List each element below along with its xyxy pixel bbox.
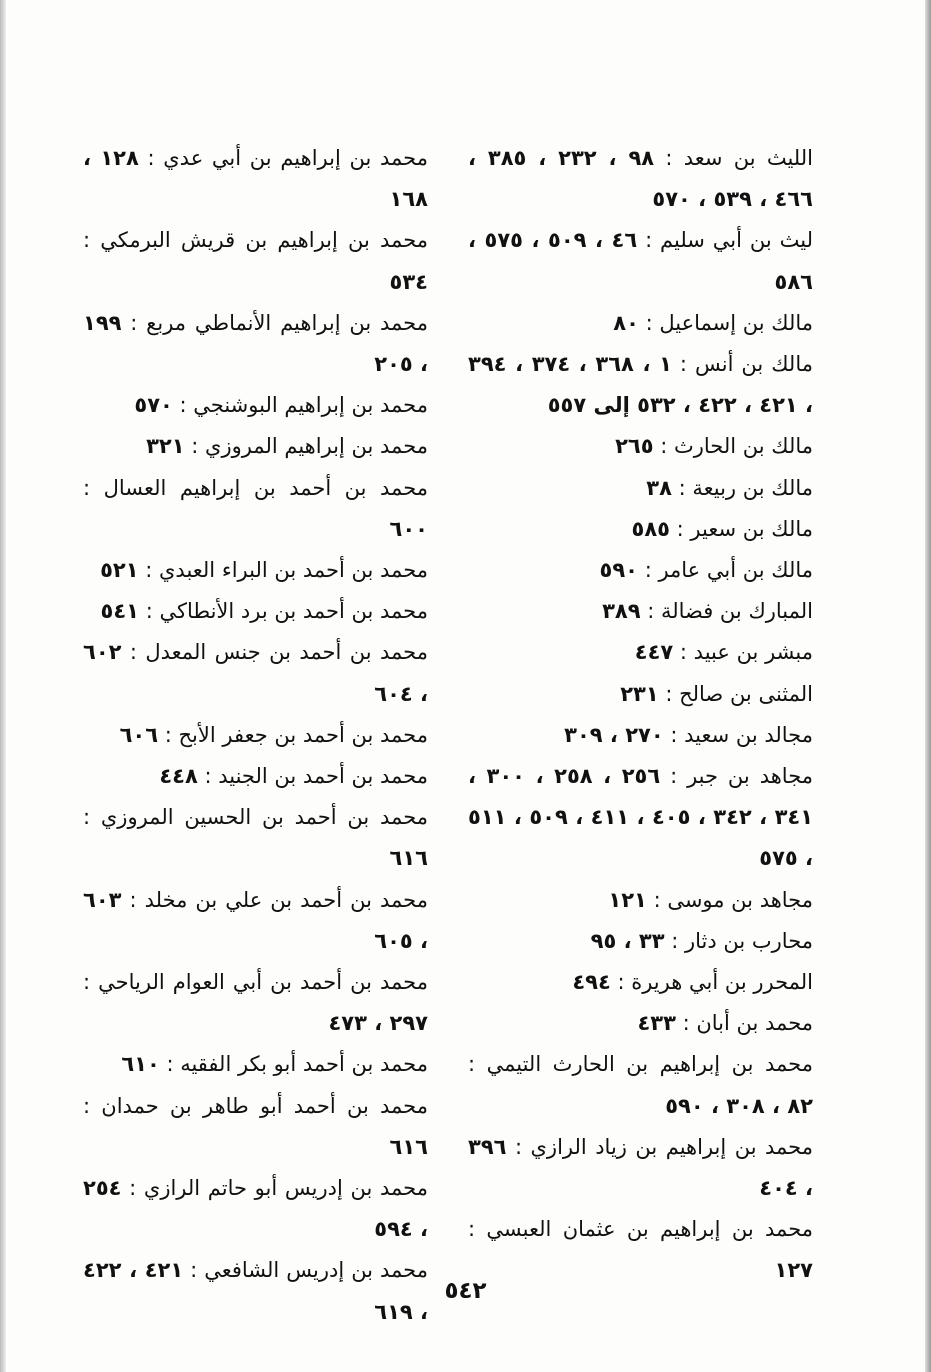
- index-entry: [468, 426, 813, 467]
- index-entry: [468, 756, 813, 880]
- entry-name: محمد بن أحمد أبو طاهر بن حمدان :: [83, 1093, 428, 1118]
- index-entry: [83, 385, 428, 426]
- entry-pages: ٦١٠: [121, 1052, 160, 1077]
- entry-name: الليث بن سعد :: [665, 146, 813, 170]
- index-column-right: [468, 138, 813, 1292]
- index-entry: [83, 550, 428, 591]
- index-entry: [83, 880, 428, 962]
- entry-pages: ٥٢١: [100, 558, 139, 583]
- entry-name: مالك بن أنس :: [679, 352, 813, 377]
- entry-name: مالك بن أبي عامر :: [644, 558, 813, 583]
- index-entry: [83, 591, 428, 632]
- entry-name: محمد بن أحمد بن البراء العبدي :: [145, 558, 428, 583]
- index-column-left: [83, 138, 428, 1333]
- entry-name: محمد بن إبراهيم الأنماطي مربع :: [130, 310, 428, 335]
- entry-pages: ٣٣ ، ٩٥: [590, 928, 665, 953]
- entry-pages: ٦١٦: [389, 846, 428, 871]
- entry-name: مجالد بن سعيد :: [670, 722, 813, 747]
- entry-name: مجاهد بن جبر :: [670, 764, 813, 789]
- index-entry: [468, 303, 813, 344]
- index-entry: [468, 1003, 813, 1044]
- entry-name: محمد بن إبراهيم بن قريش البرمكي :: [83, 228, 428, 253]
- entry-name: ليث بن أبي سليم :: [645, 228, 813, 253]
- entry-name: محمد بن أحمد بن جعفر الأبح :: [164, 722, 428, 747]
- index-entry: [468, 880, 813, 921]
- index-entry: [83, 1086, 428, 1168]
- index-entry: [468, 509, 813, 550]
- entry-name: محمد بن إبراهيم بن أبي عدي :: [147, 146, 428, 170]
- entry-name: مالك بن ربيعة :: [678, 475, 813, 500]
- entry-pages: ٥٩٠: [599, 558, 638, 583]
- entry-name: محمد بن أحمد بن جنس المعدل :: [129, 640, 428, 665]
- entry-pages: ٢٦٥: [615, 434, 654, 459]
- entry-name: محمد بن أحمد أبو بكر الفقيه :: [166, 1052, 428, 1077]
- entry-name: محارب بن دثار :: [671, 928, 813, 953]
- index-entry: [468, 962, 813, 1003]
- scan-edge-right: [925, 0, 931, 1372]
- entry-name: محمد بن إبراهيم بن الحارث التيمي :: [468, 1052, 813, 1077]
- entry-pages: ٣٨: [646, 475, 672, 500]
- index-entry: [468, 921, 813, 962]
- entry-pages: ٤٤٨: [159, 764, 198, 789]
- entry-pages: ٨٢ ، ٣٠٨ ، ٥٩٠: [665, 1093, 813, 1118]
- index-entry: [83, 756, 428, 797]
- index-entry: [468, 468, 813, 509]
- index-entry: [468, 220, 813, 302]
- index-entry: [83, 962, 428, 1044]
- entry-pages: ٥٨٥: [631, 516, 670, 541]
- entry-name: محمد بن أحمد بن الحسين المروزي :: [83, 805, 428, 830]
- entry-name: محمد بن أبان :: [682, 1011, 813, 1036]
- entry-pages: ١٢٧: [774, 1258, 813, 1283]
- index-entry: [83, 426, 428, 467]
- index-entry: [468, 591, 813, 632]
- entry-pages: ٤٢١ ، ٤٢٢ ، ٦١٩: [83, 1258, 428, 1324]
- entry-name: مالك بن سعير :: [676, 516, 813, 541]
- entry-name: محمد بن أحمد بن إبراهيم العسال :: [83, 475, 428, 500]
- entry-pages: ٦٠٣ ، ٦٠٥: [83, 887, 428, 953]
- index-entry: [468, 1127, 813, 1209]
- entry-name: محمد بن إبراهيم بن عثمان العبسي :: [468, 1217, 813, 1242]
- index-entry: [83, 715, 428, 756]
- index-entry: [83, 797, 428, 879]
- entry-name: المثنى بن صالح :: [665, 681, 813, 706]
- entry-name: محمد بن أحمد بن الجنيد :: [204, 764, 428, 789]
- index-entry: [83, 468, 428, 550]
- entry-pages: ١٢١: [608, 887, 647, 912]
- entry-name: محمد بن إبراهيم البوشنجي :: [179, 393, 428, 418]
- page-number: ٥٤٢: [444, 1278, 487, 1304]
- entry-name: مجاهد بن موسى :: [653, 887, 813, 912]
- entry-name: مالك بن إسماعيل :: [645, 310, 813, 335]
- entry-pages: ١٩٩ ، ٢٠٥: [83, 310, 428, 377]
- entry-pages: ٢٥٦ ، ٢٥٨ ، ٣٠٠ ، ٣٤١ ، ٣٤٢ ، ٤٠٥ ، ٤١١ ، ٥٠٩ ، ٥١١ ، ٥٧٥: [468, 764, 814, 871]
- entry-pages: ٢٣١: [620, 681, 659, 706]
- entry-name: المحرر بن أبي هريرة :: [617, 970, 813, 995]
- index-entry: [83, 303, 428, 385]
- scan-edge-left: [0, 0, 6, 1372]
- entry-name: المبارك بن فضالة :: [647, 599, 813, 624]
- entry-name: محمد بن إدريس الشافعي :: [190, 1258, 428, 1283]
- index-entry: [83, 138, 428, 220]
- entry-pages: ٥٤١: [100, 599, 139, 624]
- entry-pages: ٨٠: [613, 310, 639, 335]
- index-entry: [468, 715, 813, 756]
- entry-pages: ٤٣٣: [637, 1011, 676, 1036]
- entry-pages: ٦٠٢ ، ٦٠٤: [83, 640, 428, 706]
- entry-pages: ٩٨ ، ٢٣٢ ، ٣٨٥ ، ٤٦٦ ، ٥٣٩ ، ٥٧٠: [468, 146, 813, 212]
- entry-pages: ٤٤٧: [634, 640, 674, 665]
- index-entry: [468, 674, 813, 715]
- entry-pages: ٣٩٦ ، ٤٠٤: [468, 1134, 813, 1201]
- index-entry: [468, 344, 813, 426]
- entry-name: محمد بن إدريس أبو حاتم الرازي :: [129, 1176, 428, 1201]
- index-entry: [468, 632, 813, 673]
- entry-name: مبشر بن عبيد :: [679, 640, 813, 665]
- entry-pages: ٥٣٤: [389, 269, 428, 294]
- index-entry: [83, 632, 428, 714]
- entry-pages: ٣٢١: [146, 434, 185, 459]
- entry-pages: ٤٦ ، ٥٠٩ ، ٥٧٥ ، ٥٨٦: [468, 228, 813, 294]
- index-entry: [468, 550, 813, 591]
- entry-pages: ٢٩٧ ، ٤٧٣: [328, 1011, 428, 1036]
- entry-name: محمد بن أحمد بن أبي العوام الرياحي :: [83, 970, 428, 995]
- index-entry: [83, 220, 428, 302]
- entry-pages: ٣٨٩: [602, 599, 641, 624]
- index-entry: [468, 138, 813, 220]
- entry-name: محمد بن أحمد بن برد الأنطاكي :: [145, 599, 428, 624]
- entry-pages: ٢٧٠ ، ٣٠٩: [564, 722, 664, 747]
- entry-pages: ٦١٦: [389, 1134, 428, 1159]
- entry-name: محمد بن إبراهيم بن زياد الرازي :: [514, 1134, 813, 1159]
- entry-pages: ٦٠٦: [119, 722, 159, 747]
- entry-pages: ٤٩٤: [572, 970, 611, 995]
- entry-pages: ٥٧٠: [134, 393, 173, 418]
- entry-name: محمد بن أحمد بن علي بن مخلد :: [129, 887, 428, 912]
- entry-name: مالك بن الحارث :: [660, 434, 813, 459]
- index-entry: [468, 1044, 813, 1126]
- index-entry: [83, 1044, 428, 1085]
- entry-name: محمد بن إبراهيم المروزي :: [191, 434, 428, 459]
- entry-pages: ١٢٨ ، ١٦٨: [83, 146, 428, 212]
- entry-pages: ١ ، ٣٦٨ ، ٣٧٤ ، ٣٩٤ ، ٤٢١ ، ٤٢٢ ، ٥٣٢ إلى ٥٥٧: [468, 352, 813, 418]
- entry-pages: ٢٥٤ ، ٥٩٤: [83, 1176, 428, 1242]
- index-entry: [83, 1168, 428, 1250]
- entry-pages: ٦٠٠: [389, 516, 428, 541]
